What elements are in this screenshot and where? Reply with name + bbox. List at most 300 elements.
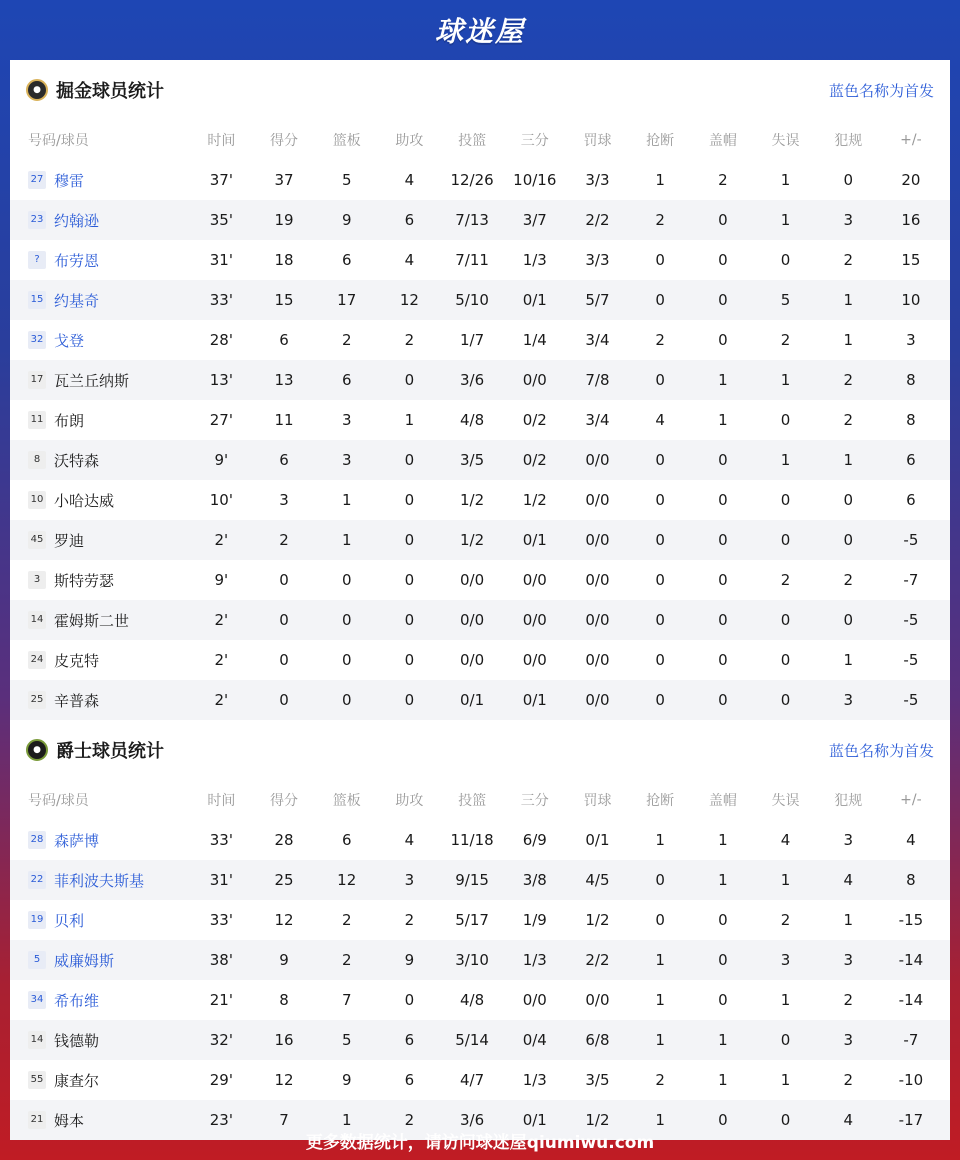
stat-cell: 2 [655,1071,665,1089]
stat-cell: -14 [898,951,924,969]
stat-cell: 0 [780,411,791,429]
player-cell[interactable] [10,870,190,891]
jazz-logo-icon: ● [26,739,48,761]
column-header: 抢断 [646,793,675,809]
stat-cell: 9 [341,211,352,229]
jersey-number: 3 [28,571,46,589]
player-name[interactable]: 菲利波夫斯基 [54,871,145,890]
player-name[interactable]: 森萨博 [54,831,100,850]
stat-cell: 10/16 [513,171,557,189]
stat-cell: 0 [404,531,415,549]
stat-cell: 2 [780,911,791,929]
stat-cell: 0 [404,571,415,589]
table-row[interactable] [10,1060,950,1100]
player-cell[interactable] [10,570,190,591]
stat-cell: 4/8 [460,411,485,429]
stat-cell: 0 [404,611,415,629]
stat-cell: 6 [341,831,352,849]
table-row[interactable] [10,600,950,640]
table-row[interactable] [10,360,950,400]
stat-cell: 4 [404,831,415,849]
stat-cell: 0 [655,691,665,709]
stat-cell: 0 [718,911,728,929]
stat-cell: 0 [718,211,728,229]
stats-panel [10,60,950,1130]
column-header: +/- [900,792,922,808]
stat-cell: 2/2 [585,951,610,969]
stat-cell: 0 [655,651,665,669]
column-header: 犯规 [834,133,863,149]
stat-cell: 0 [655,491,665,509]
table-row[interactable] [10,640,950,680]
player-name[interactable]: 约翰逊 [54,211,100,230]
stat-cell: 1 [780,211,791,229]
stat-cell: -5 [903,691,919,709]
player-cell[interactable] [10,250,190,271]
stat-cell: 2' [214,611,229,629]
stat-cell: 3/3 [585,251,610,269]
stat-cell: 38' [209,951,233,969]
column-header: 抢断 [646,133,675,149]
stat-cell: 2 [843,571,853,589]
column-header: 罚球 [583,793,612,809]
jersey-number: 14 [28,611,46,629]
stat-cell: 3/5 [460,451,485,469]
stat-cell: 0/0 [460,651,485,669]
stat-cell: 0 [718,531,728,549]
stat-cell: 0 [404,371,415,389]
jersey-number: 11 [28,411,46,429]
table-row[interactable] [10,820,950,860]
stat-cell: 6 [906,451,916,469]
table-row[interactable] [10,520,950,560]
stat-cell: 6 [279,331,289,349]
stat-cell: 1/3 [522,951,547,969]
player-name[interactable]: 瓦兰丘纳斯 [54,371,130,390]
column-header-row [10,780,950,820]
stat-cell: 0/2 [522,451,547,469]
stat-cell: 0 [404,651,415,669]
stat-cell: 2 [843,411,853,429]
stat-cell: 9' [214,451,229,469]
stat-cell: 23' [209,1111,233,1129]
stat-cell: 35' [209,211,233,229]
stat-cell: 0/1 [522,1111,547,1129]
stat-cell: 21' [209,991,233,1009]
stat-cell: 1 [780,991,791,1009]
stat-cell: 2' [214,651,229,669]
player-cell[interactable] [10,1070,190,1091]
stat-cell: 29' [209,1071,233,1089]
jersey-number: 28 [28,831,46,849]
stat-cell: 1 [655,171,665,189]
stat-cell: 28' [209,331,233,349]
table-row[interactable] [10,320,950,360]
stat-cell: 0 [279,691,289,709]
column-header: 助攻 [395,793,424,809]
player-name[interactable]: 沃特森 [54,451,100,470]
player-name[interactable]: 钱德勒 [54,1031,100,1050]
stat-cell: 5 [341,171,352,189]
stat-cell: 1 [718,831,728,849]
jersey-number: 14 [28,1031,46,1049]
stat-cell: 27' [209,411,233,429]
stat-cell: 1 [843,331,853,349]
stat-cell: 12 [399,291,419,309]
stat-cell: 10 [901,291,921,309]
stat-cell: 0/1 [522,531,547,549]
stat-cell: 15 [274,291,294,309]
column-header: 投篮 [458,793,487,809]
stat-cell: 1/3 [522,251,547,269]
stat-cell: 3 [404,871,415,889]
jersey-number: ? [28,251,46,269]
stat-cell: 1 [718,871,728,889]
stat-cell: 10' [209,491,233,509]
stat-cell: 0 [718,291,728,309]
stat-cell: 3/10 [455,951,489,969]
stat-cell: 2 [843,1071,853,1089]
stat-cell: 2 [843,991,853,1009]
stat-cell: 12 [337,871,357,889]
player-name[interactable]: 姆本 [54,1111,85,1130]
player-name[interactable]: 皮克特 [54,651,100,670]
stat-cell: 12/26 [450,171,494,189]
stat-cell: 0 [404,691,415,709]
stat-cell: 37 [274,171,294,189]
player-cell[interactable] [10,330,190,351]
column-header: +/- [900,132,922,148]
stat-cell: 3 [279,491,289,509]
table-row[interactable] [10,980,950,1020]
stat-cell: 0 [655,911,665,929]
stat-cell: 3 [843,951,853,969]
stat-cell: 3/8 [522,871,547,889]
player-name[interactable]: 布朗 [54,411,85,430]
stat-cell: 2 [843,251,853,269]
stat-cell: 0 [655,371,665,389]
stat-cell: 0 [718,451,728,469]
stat-cell: 1 [718,411,728,429]
stat-cell: 0/0 [460,611,485,629]
stat-cell: 1/2 [585,911,610,929]
table-row[interactable] [10,860,950,900]
stat-cell: 0 [404,451,415,469]
player-cell[interactable] [10,290,190,311]
stat-cell: 2 [718,171,728,189]
stat-cell: 4 [843,871,853,889]
stat-cell: 2 [843,371,853,389]
stat-cell: 2 [341,911,352,929]
stat-cell: 0 [718,491,728,509]
player-name[interactable]: 约基奇 [54,291,100,310]
column-header: 时间 [207,793,236,809]
player-cell[interactable] [10,830,190,851]
stat-cell: 20 [901,171,921,189]
stat-cell: 2 [780,571,791,589]
player-cell[interactable] [10,1030,190,1051]
column-header: 失误 [771,133,800,149]
column-header: 得分 [270,133,299,149]
stat-cell: 3 [341,411,352,429]
stat-cell: 0 [780,491,791,509]
stat-cell: 0 [655,291,665,309]
stat-cell: 4/8 [460,991,485,1009]
stat-cell: 1 [655,951,665,969]
stat-cell: 0 [341,611,352,629]
nuggets-logo-icon: ● [26,79,48,101]
stat-cell: 16 [274,1031,294,1049]
stat-cell: 2 [655,211,665,229]
stat-cell: 11/18 [450,831,494,849]
stat-cell: 7 [341,991,352,1009]
player-name[interactable]: 希布维 [54,991,100,1010]
stat-cell: -5 [903,531,919,549]
table-row[interactable] [10,400,950,440]
column-header-row [10,120,950,160]
stat-cell: 1/2 [460,531,485,549]
stat-cell: 0/0 [585,691,610,709]
stat-cell: 1 [843,651,853,669]
stat-cell: 0 [655,251,665,269]
stat-cell: 4 [404,171,415,189]
stat-cell: 0 [404,491,415,509]
stat-cell: 0 [655,871,665,889]
stat-cell: 33' [209,831,233,849]
stat-cell: 9 [404,951,415,969]
player-name[interactable]: 小哈达威 [54,491,115,510]
player-cell[interactable] [10,990,190,1011]
section-header [10,60,950,120]
team-name: 掘金球员统计 [56,81,164,102]
jersey-number: 10 [28,491,46,509]
stat-cell: 6 [404,211,415,229]
jersey-number: 55 [28,1071,46,1089]
column-header: 盖帽 [708,133,737,149]
stat-cell: 3/6 [460,371,485,389]
stat-cell: 0 [718,611,728,629]
table-row[interactable] [10,1020,950,1060]
stat-cell: 0/0 [522,571,547,589]
jersey-number: 21 [28,1111,46,1129]
stat-cell: 0 [341,571,352,589]
stat-cell: 13 [274,371,294,389]
player-cell[interactable] [10,210,190,231]
stat-cell: 0 [780,651,791,669]
stat-cell: 1/2 [460,491,485,509]
table-row[interactable] [10,280,950,320]
column-header: 三分 [520,793,549,809]
stat-cell: 0 [780,691,791,709]
stat-cell: 0/1 [460,691,485,709]
player-name[interactable]: 霍姆斯二世 [54,611,130,630]
stat-cell: 33' [209,911,233,929]
stat-cell: 3 [341,451,352,469]
stat-cell: 2 [780,331,791,349]
table-row[interactable] [10,940,950,980]
footer-banner[interactable] [0,1120,960,1160]
stat-cell: 1 [718,371,728,389]
jersey-number: 22 [28,871,46,889]
stat-cell: 0 [843,611,853,629]
table-row[interactable] [10,680,950,720]
player-name[interactable]: 穆雷 [54,171,85,190]
jersey-number: 19 [28,911,46,929]
stat-cell: -5 [903,611,919,629]
jersey-number: 45 [28,531,46,549]
stat-cell: -14 [898,991,924,1009]
stat-cell: 0 [780,251,791,269]
stat-cell: 9 [341,1071,352,1089]
stat-cell: 1 [780,871,791,889]
stat-cell: 2 [655,331,665,349]
player-cell[interactable] [10,950,190,971]
player-cell[interactable] [10,410,190,431]
jersey-number: 34 [28,991,46,1009]
jersey-number: 17 [28,371,46,389]
stat-cell: 8 [906,371,916,389]
stat-cell: 9 [279,951,289,969]
player-cell[interactable] [10,530,190,551]
stat-cell: 31' [209,871,233,889]
stat-cell: 0/0 [585,651,610,669]
stat-cell: 16 [901,211,921,229]
stat-cell: 19 [274,211,294,229]
player-cell[interactable] [10,650,190,671]
stat-cell: 0/0 [585,491,610,509]
stat-cell: 0 [655,451,665,469]
stat-cell: 0/0 [585,571,610,589]
player-cell[interactable] [10,450,190,471]
stat-cell: 3 [843,831,853,849]
stat-cell: 12 [274,911,294,929]
stat-cell: 1 [655,1111,665,1129]
stat-cell: 0 [843,531,853,549]
stat-cell: 0/0 [522,991,547,1009]
stat-cell: -15 [898,911,924,929]
stat-cell: 28 [274,831,294,849]
stat-cell: -17 [898,1111,924,1129]
stat-cell: 0/0 [585,611,610,629]
stat-cell: 0 [341,651,352,669]
stat-cell: 3 [843,211,853,229]
player-cell[interactable] [10,610,190,631]
stat-cell: 7 [279,1111,289,1129]
stat-cell: 0/0 [522,371,547,389]
stat-cell: 3 [780,951,791,969]
table-row[interactable] [10,900,950,940]
player-cell[interactable] [10,490,190,511]
player-name[interactable]: 贝利 [54,911,85,930]
stat-cell: 1 [780,371,791,389]
stat-cell: 0 [655,611,665,629]
stat-cell: 1/9 [522,911,547,929]
player-name[interactable]: 罗迪 [54,531,85,550]
stat-cell: 1 [341,491,352,509]
stat-cell: 4 [655,411,665,429]
stat-cell: 25 [274,871,294,889]
stat-cell: 6 [404,1071,415,1089]
stat-cell: 8 [906,411,916,429]
player-cell[interactable] [10,690,190,711]
stat-cell: 2/2 [585,211,610,229]
stat-cell: 4 [843,1111,853,1129]
stat-cell: 6 [279,451,289,469]
starter-legend: 蓝色名称为首发 [828,741,934,760]
team-title [26,77,164,103]
stat-cell: 0 [279,651,289,669]
stat-cell: 1 [655,991,665,1009]
stat-cell: 1/2 [522,491,547,509]
player-cell[interactable] [10,370,190,391]
stat-cell: 1 [341,531,352,549]
jersey-number: 24 [28,651,46,669]
table-row[interactable] [10,440,950,480]
stat-cell: 0/0 [585,451,610,469]
stat-cell: 1 [718,1071,728,1089]
stat-cell: 1 [718,1031,728,1049]
jersey-number: 32 [28,331,46,349]
stat-cell: 5/7 [585,291,610,309]
stat-cell: 1/2 [585,1111,610,1129]
column-header: 三分 [520,133,549,149]
player-name[interactable]: 布劳恩 [54,251,100,270]
table-row[interactable] [10,560,950,600]
stat-cell: 1 [655,1031,665,1049]
column-header: 得分 [270,793,299,809]
stat-cell: 0/0 [585,531,610,549]
table-row[interactable] [10,160,950,200]
player-name[interactable]: 威廉姆斯 [54,951,115,970]
player-name[interactable]: 斯特劳瑟 [54,571,115,590]
stat-cell: 0 [780,531,791,549]
stat-cell: 7/11 [455,251,489,269]
stat-cell: 37' [209,171,233,189]
player-name[interactable]: 戈登 [54,331,85,350]
stat-cell: 3/3 [585,171,610,189]
stat-cell: 8 [906,871,916,889]
player-name[interactable]: 康查尔 [54,1071,100,1090]
stat-cell: 1 [780,171,791,189]
stat-cell: 6 [404,1031,415,1049]
stat-cell: 15 [901,251,921,269]
stat-cell: 6 [341,371,352,389]
stat-cell: 5 [341,1031,352,1049]
stat-cell: 2' [214,691,229,709]
stat-cell: 4/7 [460,1071,485,1089]
table-row[interactable] [10,480,950,520]
stat-cell: 1 [341,1111,352,1129]
column-header: 助攻 [395,133,424,149]
jersey-number: 27 [28,171,46,189]
table-row[interactable] [10,200,950,240]
column-header: 篮板 [332,133,361,149]
table-row[interactable] [10,240,950,280]
stat-cell: 0/0 [522,611,547,629]
team-section [10,720,950,1140]
player-cell[interactable] [10,910,190,931]
section-header [10,720,950,780]
stat-cell: 33' [209,291,233,309]
brand-logo: 球迷屋 [434,15,525,48]
stat-cell: 11 [274,411,294,429]
stat-cell: 13' [209,371,233,389]
stat-cell: 0 [718,571,728,589]
stat-cell: 7/13 [455,211,489,229]
player-cell[interactable] [10,170,190,191]
player-name[interactable]: 辛普森 [54,691,100,710]
stat-cell: 5/17 [455,911,489,929]
